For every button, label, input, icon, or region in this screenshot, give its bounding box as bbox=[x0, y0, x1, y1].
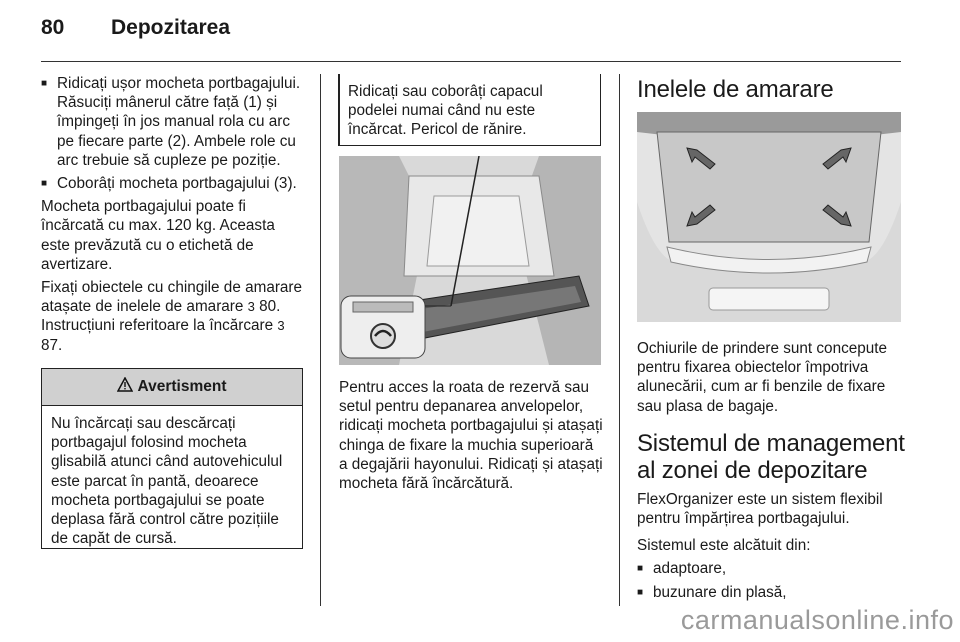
header-rule bbox=[41, 61, 901, 62]
column-2-text: Pentru acces la roata de rezervă sau setul pentru depanarea anvelopelor, ridicați mocheta portbagajului și atașați chinga de fixare la muchia superioară a degajării hayonului. Ridicați și atașați mocheta fără încărcătură. bbox=[339, 379, 603, 493]
bullet-icon: ■ bbox=[41, 178, 48, 190]
paragraph-with-refs: Fixați obiectele cu chingile de amarare atașate de inelele de amarare 3 80. Instrucțiuni referitoare la încărcare 3 87. bbox=[41, 279, 303, 354]
warning-text: Nu încărcați sau descărcați portbagajul folosind mocheta glisabilă atunci când autovehiculul este parcat în pantă, deoarece mocheta portbagajului se poate deplasa fără control către pozițiile de capăt de cursă. bbox=[51, 415, 283, 548]
section-heading: Sistemul de management al zonei de depozitare bbox=[637, 429, 905, 484]
column-divider-2 bbox=[619, 74, 620, 606]
note-border-left bbox=[338, 74, 340, 146]
page-number: 80 bbox=[41, 16, 65, 39]
page-title: Depozitarea bbox=[111, 16, 231, 39]
caution-note: Ridicați sau coborâți capacul podelei numai când nu este încărcat. Pericol de rănire. bbox=[338, 74, 601, 146]
warning-triangle-icon bbox=[117, 377, 133, 397]
paragraph: FlexOrganizer este un sistem flexibil pentru împărțirea portbagajului. bbox=[637, 490, 883, 528]
list-item: ■ adaptoare, bbox=[637, 560, 727, 578]
bullet-icon: ■ bbox=[637, 563, 644, 575]
page-ref-arrow-icon: 3 bbox=[277, 318, 285, 334]
column-1 bbox=[41, 74, 306, 359]
page-header bbox=[41, 16, 230, 50]
lashing-rings-illustration bbox=[637, 112, 901, 322]
warning-header bbox=[42, 368, 302, 406]
bullet-icon: ■ bbox=[637, 586, 644, 598]
list-item: ■ Coborâți mocheta portbagajului (3). bbox=[41, 175, 297, 193]
list-item: ■ buzunare din plasă, bbox=[637, 583, 787, 601]
column-3 bbox=[637, 74, 902, 103]
trunk-floor-illustration bbox=[339, 156, 601, 365]
column-divider-1 bbox=[320, 74, 321, 606]
warning-box bbox=[41, 368, 303, 549]
paragraph: Sistemul este alcătuit din: bbox=[637, 537, 811, 555]
watermark: carmanualsonline.info bbox=[680, 605, 954, 635]
warning-title: Avertisment bbox=[137, 378, 227, 395]
page-ref-arrow-icon: 3 bbox=[247, 299, 255, 315]
bullet-icon: ■ bbox=[41, 78, 48, 89]
section-heading: Inelele de amarare bbox=[637, 76, 834, 103]
paragraph: Mocheta portbagajului poate fi încărcată cu max. 120 kg. Aceasta este prevăzută cu o etichetă de avertizare. bbox=[41, 198, 275, 273]
paragraph: Ochiurile de prindere sunt concepute pentru fixarea obiectelor împotriva alunecării, cum ar fi benzile de fixare sau plasa de bagaje. bbox=[637, 340, 888, 415]
column-3-body bbox=[637, 339, 905, 606]
list-item: ■ Ridicați ușor mocheta portbagajului. Răsuciți mânerul către față (1) și împingeți în jos manual rola cu arc pe fiecare parte (2). Ambele role cu arc trebuie să cupleze pe poziție. bbox=[41, 75, 301, 169]
